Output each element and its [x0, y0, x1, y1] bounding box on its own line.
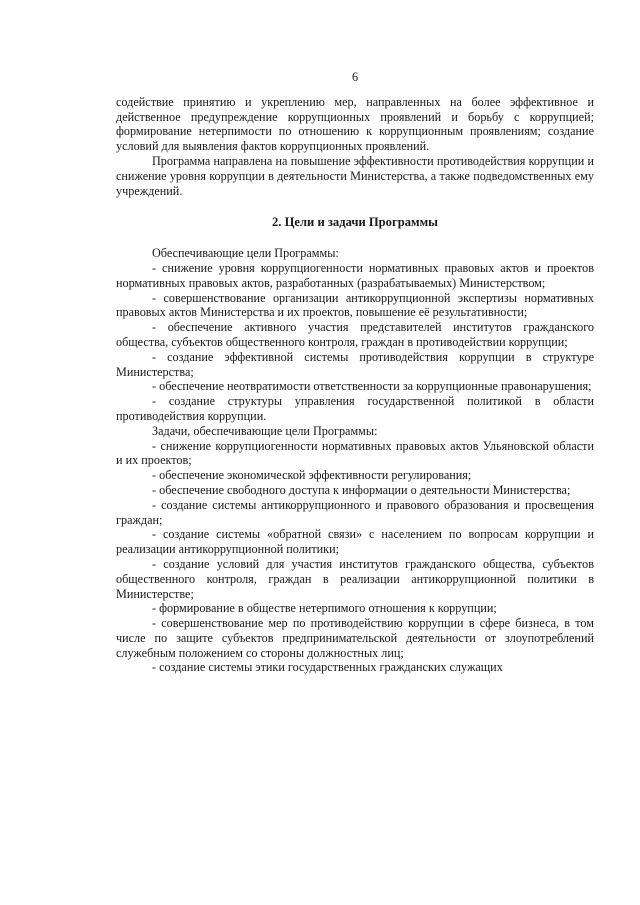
goal-item: - создание эффективной системы противодействия коррупции в структуре Министерства; — [116, 349, 594, 379]
task-item: - обеспечение свободного доступа к информации о деятельности Министерства; — [152, 482, 571, 497]
section-heading: 2. Цели и задачи Программы — [272, 215, 438, 230]
document-page — [116, 70, 594, 675]
goal-item: - совершенствование организации антикоррупционной экспертизы нормативных правовых актов Министерства и их проектов, повышение её результативности; — [116, 290, 594, 320]
goal-item: - снижение уровня коррупциогенности нормативных правовых актов и проектов нормативных правовых актов, разработанных (разрабатываемых) Министерством; — [116, 260, 594, 290]
task-item: - создание системы «обратной связи» с населением по вопросам коррупции и реализации антикоррупционной политики; — [116, 527, 594, 557]
intro-paragraph: содействие принятию и укреплению мер, направленных на более эффективное и действенное предупреждение коррупционных проявлений и борьбу с коррупцией; формирование нетерпимости по отношению к коррупционным проявлениям; создание условий для выявления фактов коррупционных проявлений. — [116, 94, 594, 154]
goals-intro: Обеспечивающие цели Программы: — [152, 246, 339, 261]
task-item: - создание условий для участия институтов гражданского общества, субъектов общественного контроля, граждан в реализации антикоррупционной политики в Министерстве; — [116, 556, 594, 601]
task-item: - создание системы этики государственных гражданских служащих — [152, 660, 503, 675]
task-item: - обеспечение экономической эффективности регулирования; — [152, 468, 472, 483]
tasks-intro: Задачи, обеспечивающие цели Программы: — [152, 423, 378, 438]
task-item: - создание системы антикоррупционного и правового образования и просвещения граждан; — [116, 497, 594, 527]
goal-item: - обеспечение активного участия представителей институтов гражданского общества, субъектов общественного контроля, граждан в противодействии коррупции; — [116, 320, 594, 349]
task-item: - формирование в обществе нетерпимого отношения к коррупции; — [152, 601, 497, 616]
tasks-list — [116, 439, 594, 676]
task-item: - совершенствование мер по противодействию коррупции в сфере бизнеса, в том числе по защите субъектов предпринимательской деятельности от злоупотреблений служебным положением со стороны должностных лиц; — [116, 616, 594, 660]
task-item: - снижение коррупциогенности нормативных правовых актов Ульяновской области и их проектов; — [116, 438, 594, 468]
goal-item: - обеспечение неотвратимости ответственности за коррупционные правонарушения; — [152, 379, 592, 394]
program-paragraph: Программа направлена на повышение эффективности противодействия коррупции и снижение уровня коррупции в деятельности Министерства, а также подведомственных ему учреждений. — [116, 153, 594, 198]
goal-item: - создание структуры управления государственной политикой в области противодействия коррупции. — [116, 394, 594, 423]
page-number: 6 — [351, 70, 359, 84]
goals-list — [116, 261, 594, 424]
